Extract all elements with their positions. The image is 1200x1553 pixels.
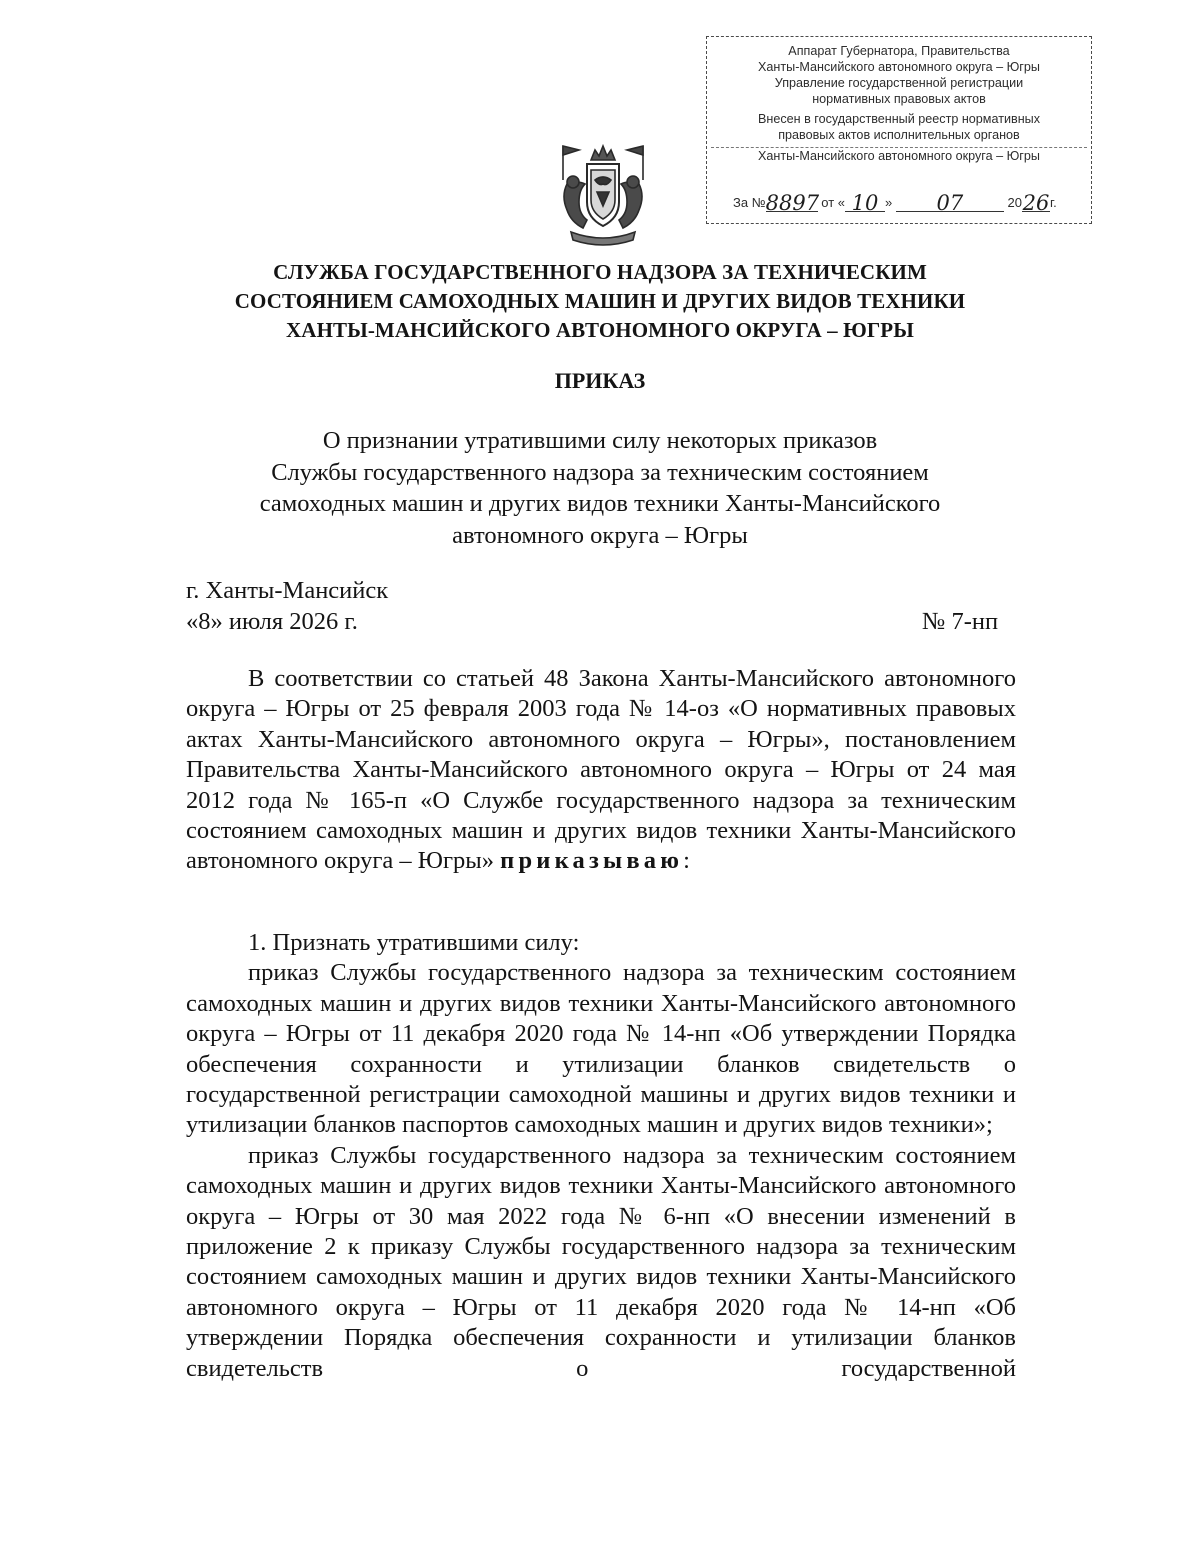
subject-line: О признании утратившими силу некоторых приказов [322, 427, 878, 454]
org-line: СОСТОЯНИЕМ САМОХОДНЫХ МАШИН И ДРУГИХ ВИДОВ ТЕХНИКИ [234, 289, 966, 313]
subject-line: автономного округа – Югры [452, 521, 748, 549]
order-colon: : [683, 847, 690, 875]
document-subject [0, 425, 1200, 551]
stamp-reg-year-suffix: г. [1049, 195, 1057, 210]
item-1-title: 1. Признать утратившими силу: [248, 929, 580, 956]
stamp-reg-quote: » [885, 195, 893, 210]
org-line: СЛУЖБА ГОСУДАРСТВЕННОГО НАДЗОРА ЗА ТЕХНИЧЕСКИМ [273, 260, 927, 284]
stamp-reg-month: 07 [936, 191, 964, 215]
order-word: приказываю [500, 847, 684, 875]
stamp-reg-day: 10 [851, 191, 879, 215]
place-date-block [186, 575, 388, 637]
subject-line: самоходных машин и других видов техники Ханты-Мансийского [259, 490, 941, 517]
stamp-line: нормативных правовых актов [812, 92, 986, 106]
stamp-reg-from: от « [821, 195, 846, 210]
coat-of-arms-icon [553, 140, 653, 248]
preamble-paragraph [186, 664, 1016, 877]
city: г. Ханты-Мансийск [186, 577, 389, 604]
document-type: ПРИКАЗ [554, 368, 646, 393]
stamp-line: Внесен в государственный реестр нормативных [758, 112, 1040, 126]
stamp-registration-row [733, 191, 1057, 215]
org-line: ХАНТЫ-МАНСИЙСКОГО АВТОНОМНОГО ОКРУГА – ЮГРЫ [286, 318, 914, 342]
stamp-reg-year-prefix: 20 [1007, 195, 1022, 210]
stamp-reg-prefix: За № [733, 195, 766, 210]
document-date: «8» июля 2026 г. [186, 608, 358, 635]
registration-stamp [706, 36, 1092, 224]
organization-heading [0, 258, 1200, 345]
item-1-a: приказ Службы государственного надзора за техническим состоянием самоходных машин и других видов техники Ханты-Мансийского автономного округа – Югры от 11 декабря 2020 года № 14-нп «Об утверждении Порядка обеспечения сохранности и утилизации бланков свидетельств о государственной регистрации самоходной машины и других видов техники и утилизации бланков паспортов самоходных машин и других видов техники»; [186, 959, 1016, 1139]
stamp-line: правовых актов исполнительных органов [778, 128, 1020, 142]
stamp-line: Управление государственной регистрации [774, 76, 1024, 90]
stamp-line: Ханты-Мансийского автономного округа – Югры [758, 60, 1040, 74]
stamp-reg-number: 8897 [765, 191, 820, 215]
preamble-text: В соответствии со статьей 48 Закона Ханты-Мансийского автономного округа – Югры от 25 февраля 2003 года № 14-оз «О нормативных правовых актах Ханты-Мансийского автономного округа – Югры», постановлением Правительства Ханты-Мансийского автономного округа – Югры от 24 мая 2012 года № 165-п «О Службе государственного надзора за техническим состоянием самоходных машин и других видов техники Ханты-Мансийского автономного округа – Югры» [186, 665, 1016, 875]
stamp-line: Ханты-Мансийского автономного округа – Югры [758, 149, 1040, 163]
item-1-b: приказ Службы государственного надзора за техническим состоянием самоходных машин и других видов техники Ханты-Мансийского автономного округа – Югры от 30 мая 2022 года № 6-нп «О внесении изменений в приложение 2 к приказу Службы государственного надзора за техническим состоянием самоходных машин и других видов техники Ханты-Мансийского автономного округа – Югры от 11 декабря 2020 года № 14-нп «Об утверждении Порядка обеспечения сохранности и утилизации бланков свидетельств о государственной [186, 1141, 1016, 1382]
stamp-line: Аппарат Губернатора, Правительства [788, 44, 1010, 58]
subject-line: Службы государственного надзора за техническим состоянием [271, 458, 929, 486]
document-number: № 7-нп [922, 608, 999, 635]
item-1 [186, 928, 1016, 1384]
stamp-reg-year: 26 [1022, 191, 1050, 215]
